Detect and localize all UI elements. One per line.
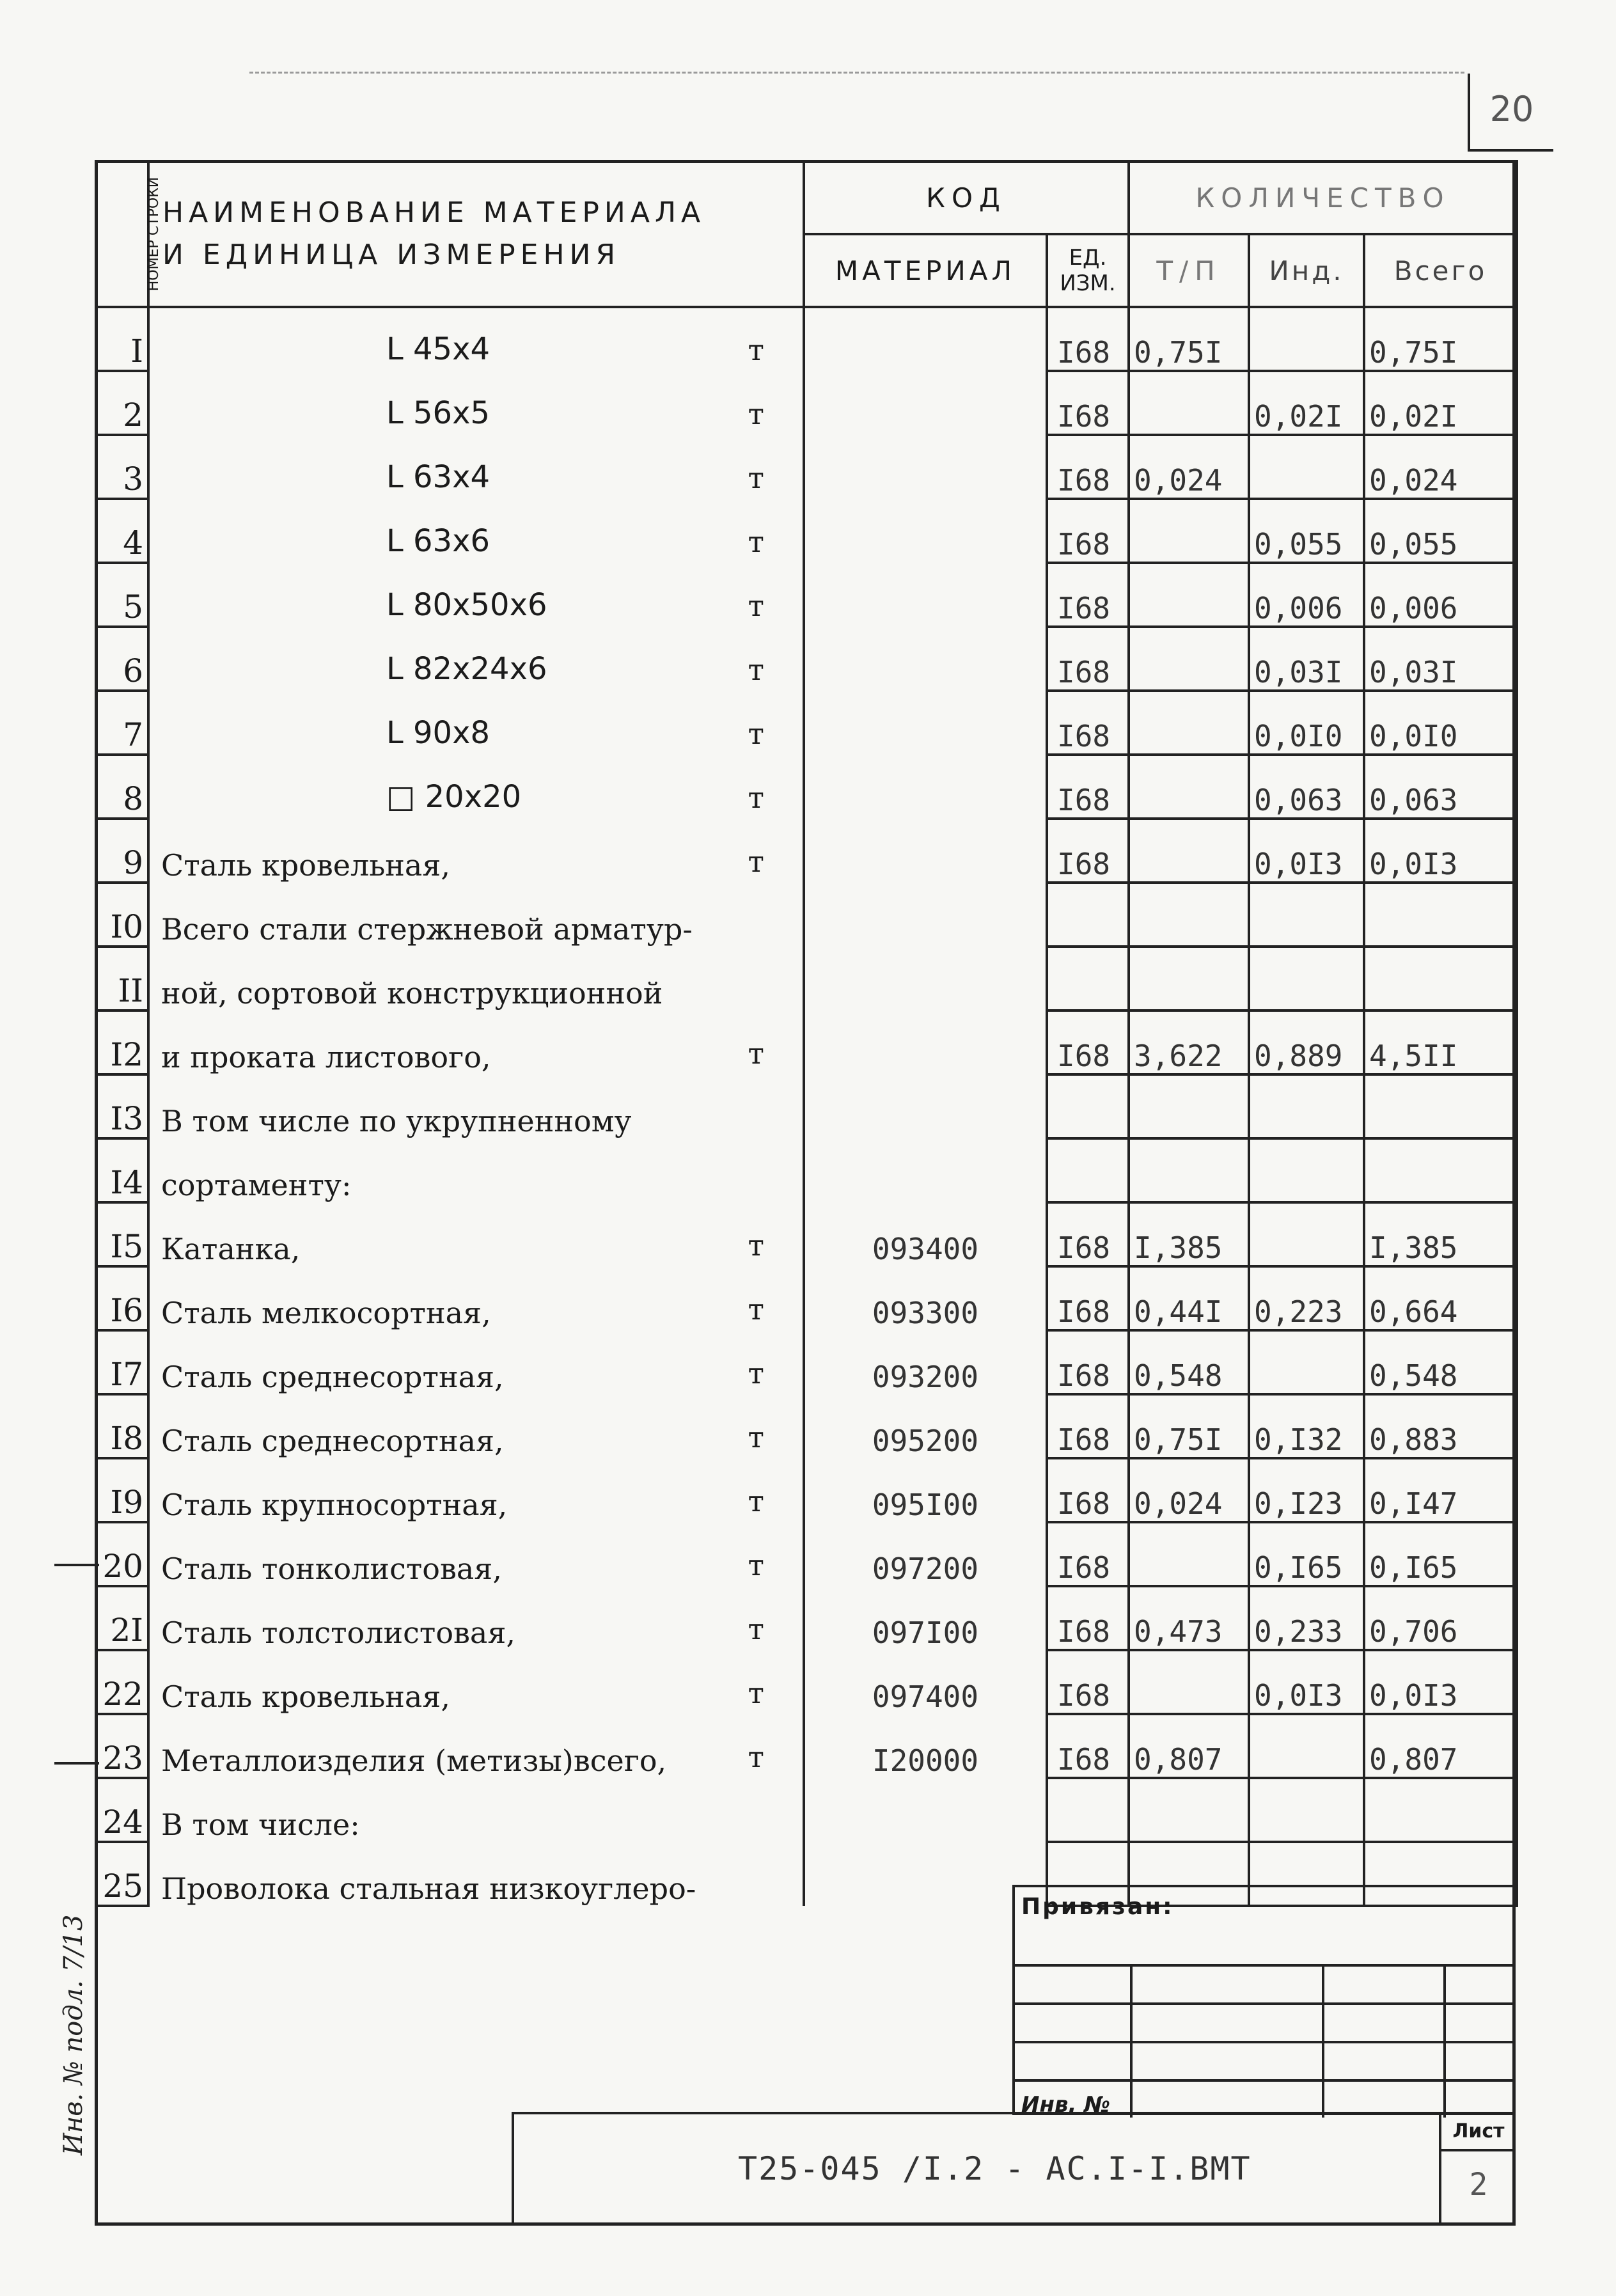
unit-text: т — [748, 524, 764, 559]
qty-individual: 0,I32 — [1249, 1394, 1364, 1458]
qty-typical: 0,024 — [1129, 435, 1249, 499]
material-name — [148, 755, 804, 819]
name-text: Сталь толстолистовая, — [161, 1616, 515, 1650]
name-text: Проволока стальная низкоуглеро- — [161, 1871, 696, 1906]
qty-typical — [1129, 1650, 1249, 1714]
name-text: ной, сортовой конструкционной — [161, 976, 663, 1010]
material-name — [148, 499, 804, 563]
material-code: 093300 — [804, 1266, 1047, 1330]
material-code — [804, 755, 1047, 819]
qty-typical — [1129, 819, 1249, 883]
inventory-label: Инв. № — [1021, 2092, 1111, 2118]
row-number: I0 — [96, 883, 148, 947]
profile-label: L 80x50x6 — [386, 587, 547, 623]
qty-individual: 0,006 — [1249, 563, 1364, 627]
material-name — [148, 435, 804, 499]
row-number: 7 — [96, 691, 148, 755]
qty-total — [1364, 883, 1517, 947]
row-number: 25 — [96, 1842, 148, 1906]
code-header: КОД — [804, 161, 1129, 234]
material-name — [148, 1842, 804, 1906]
qty-total — [1364, 947, 1517, 1010]
qty-total: I,385 — [1364, 1202, 1517, 1266]
table-row — [96, 755, 1517, 819]
row-number: 2 — [96, 371, 148, 435]
qty-individual: 0,0I0 — [1249, 691, 1364, 755]
stamp-line — [1015, 2041, 1513, 2043]
material-name — [148, 371, 804, 435]
row-number: I2 — [96, 1010, 148, 1074]
unit-text: т — [748, 1036, 764, 1071]
unit-code: I68 — [1047, 1394, 1129, 1458]
qty-typical — [1129, 883, 1249, 947]
margin-tick-1 — [54, 1564, 99, 1566]
row-number: 2I — [96, 1586, 148, 1650]
qty-total: 0,02I — [1364, 371, 1517, 435]
qty-typical: 0,473 — [1129, 1586, 1249, 1650]
qty-individual — [1249, 947, 1364, 1010]
qty-total: 0,75I — [1364, 307, 1517, 371]
material-name — [148, 1074, 804, 1138]
material-name — [148, 1586, 804, 1650]
row-number: 8 — [96, 755, 148, 819]
material-name — [148, 1138, 804, 1202]
stamp-line — [1015, 2002, 1513, 2005]
table-row — [96, 627, 1517, 691]
material-code — [804, 1778, 1047, 1842]
material-code — [804, 1010, 1047, 1074]
unit-code — [1047, 1138, 1129, 1202]
qty-typical: 3,622 — [1129, 1010, 1249, 1074]
qty-typical — [1129, 563, 1249, 627]
unit-text: т — [748, 716, 764, 751]
qty-total: 0,807 — [1364, 1714, 1517, 1778]
unit-code: I68 — [1047, 691, 1129, 755]
row-number: 6 — [96, 627, 148, 691]
qty-total: 0,0I0 — [1364, 691, 1517, 755]
name-text: В том числе: — [161, 1807, 360, 1842]
unit-code: I68 — [1047, 371, 1129, 435]
profile-label: □ 20x20 — [386, 779, 522, 815]
unit-code: I68 — [1047, 1586, 1129, 1650]
qty-total: 0,706 — [1364, 1586, 1517, 1650]
profile-label: L 56x5 — [386, 395, 490, 431]
name-text: сортаменту: — [161, 1168, 352, 1202]
table-row — [96, 1458, 1517, 1522]
unit-code-header: ЕД. ИЗМ. — [1047, 234, 1129, 307]
unit-code — [1047, 1778, 1129, 1842]
unit-text: т — [748, 1676, 764, 1710]
qty-individual: 0,0I3 — [1249, 819, 1364, 883]
stamp-line — [1130, 1964, 1133, 2118]
material-code — [804, 371, 1047, 435]
unit-code: I68 — [1047, 755, 1129, 819]
profile-label: L 82x24x6 — [386, 651, 547, 687]
qty-typical: 0,024 — [1129, 1458, 1249, 1522]
material-code: 095200 — [804, 1394, 1047, 1458]
inventory-side-note: Инв. № подл. 7/13 — [59, 1914, 88, 2155]
row-number: I7 — [96, 1330, 148, 1394]
material-code — [804, 691, 1047, 755]
unit-text: т — [748, 333, 764, 367]
qty-individual — [1249, 1330, 1364, 1394]
table-row — [96, 563, 1517, 627]
name-header: НАИМЕНОВАНИЕ МАТЕРИАЛА И ЕДИНИЦА ИЗМЕРЕНИЯ — [148, 161, 804, 307]
qty-individual — [1249, 1714, 1364, 1778]
qty-individual: 0,03I — [1249, 627, 1364, 691]
bound-label: Привязан: — [1021, 1894, 1174, 1920]
name-text: Катанка, — [161, 1232, 301, 1266]
row-number: 22 — [96, 1650, 148, 1714]
qty-typical — [1129, 1074, 1249, 1138]
unit-text: т — [748, 652, 764, 687]
page-number: 20 — [1468, 74, 1553, 152]
stamp-line — [1322, 1964, 1324, 2118]
row-number: 24 — [96, 1778, 148, 1842]
row-number: 4 — [96, 499, 148, 563]
qty-individual — [1249, 435, 1364, 499]
row-number: I4 — [96, 1138, 148, 1202]
qty-individual — [1249, 1074, 1364, 1138]
row-number: II — [96, 947, 148, 1010]
qty-individual: 0,I23 — [1249, 1458, 1364, 1522]
material-name — [148, 307, 804, 371]
unit-text: т — [748, 1420, 764, 1454]
qty-total: 0,883 — [1364, 1394, 1517, 1458]
table-row — [96, 1202, 1517, 1266]
material-name — [148, 1458, 804, 1522]
material-code: 097200 — [804, 1522, 1047, 1586]
qty-total: 0,I65 — [1364, 1522, 1517, 1586]
header-row-1 — [96, 161, 1517, 234]
name-text: Сталь кровельная, — [161, 848, 450, 883]
qty-typical — [1129, 1522, 1249, 1586]
row-number: 5 — [96, 563, 148, 627]
name-text: Сталь крупносортная, — [161, 1488, 508, 1522]
qty-individual — [1249, 1202, 1364, 1266]
unit-code — [1047, 883, 1129, 947]
material-code — [804, 499, 1047, 563]
table-row — [96, 1714, 1517, 1778]
material-code: 097400 — [804, 1650, 1047, 1714]
qty-total: 0,I47 — [1364, 1458, 1517, 1522]
qty-typical: 0,807 — [1129, 1714, 1249, 1778]
top-dashed-line — [249, 72, 1464, 74]
row-number: I9 — [96, 1458, 148, 1522]
qty-individual — [1249, 1138, 1364, 1202]
table-row — [96, 1650, 1517, 1714]
name-text: и проката листового, — [161, 1040, 491, 1074]
qty-total — [1364, 1138, 1517, 1202]
row-number: 3 — [96, 435, 148, 499]
name-text: Сталь среднесортная, — [161, 1424, 504, 1458]
qty-typical: 0,75I — [1129, 1394, 1249, 1458]
material-code: 093200 — [804, 1330, 1047, 1394]
unit-text: т — [748, 1484, 764, 1518]
material-name — [148, 1778, 804, 1842]
qty-typical — [1129, 1138, 1249, 1202]
materials-table — [95, 160, 1518, 1907]
material-code: 093400 — [804, 1202, 1047, 1266]
table-row — [96, 1522, 1517, 1586]
unit-code: I68 — [1047, 1458, 1129, 1522]
unit-code: I68 — [1047, 1010, 1129, 1074]
unit-text: т — [748, 1228, 764, 1262]
unit-code: I68 — [1047, 1330, 1129, 1394]
table-row — [96, 435, 1517, 499]
qty-total: 0,024 — [1364, 435, 1517, 499]
row-number-header: НОМЕР СТРОКИ — [96, 161, 148, 307]
row-number: I5 — [96, 1202, 148, 1266]
material-name — [148, 1522, 804, 1586]
unit-text: т — [748, 1740, 764, 1774]
unit-text: т — [748, 780, 764, 815]
qty-total: 4,5II — [1364, 1010, 1517, 1074]
unit-code: I68 — [1047, 1202, 1129, 1266]
quantity-header: КОЛИЧЕСТВО — [1129, 161, 1517, 234]
qty-typical — [1129, 371, 1249, 435]
table-row — [96, 947, 1517, 1010]
qty-individual: 0,063 — [1249, 755, 1364, 819]
qty-total: 0,063 — [1364, 755, 1517, 819]
qty-individual: 0,02I — [1249, 371, 1364, 435]
table-row — [96, 1074, 1517, 1138]
material-name — [148, 947, 804, 1010]
qty-typical: 0,75I — [1129, 307, 1249, 371]
qty-total: 0,055 — [1364, 499, 1517, 563]
qty-typical — [1129, 947, 1249, 1010]
qty-individual — [1249, 1778, 1364, 1842]
unit-code: I68 — [1047, 627, 1129, 691]
table-row — [96, 1586, 1517, 1650]
row-number: I — [96, 307, 148, 371]
table-row — [96, 1266, 1517, 1330]
qty-total: 0,0I3 — [1364, 1650, 1517, 1714]
material-code-header: МАТЕРИАЛ — [804, 234, 1047, 307]
typical-header: Т/П — [1129, 234, 1249, 307]
table-row — [96, 1010, 1517, 1074]
qty-individual: 0,233 — [1249, 1586, 1364, 1650]
qty-typical — [1129, 627, 1249, 691]
material-name — [148, 1330, 804, 1394]
material-code — [804, 307, 1047, 371]
table-row — [96, 1778, 1517, 1842]
stamp-line — [1443, 1964, 1446, 2118]
sheet-number: 2 — [1469, 2167, 1488, 2203]
material-code — [804, 1074, 1047, 1138]
qty-individual: 0,889 — [1249, 1010, 1364, 1074]
sheet-box — [1439, 2114, 1516, 2226]
material-code — [804, 435, 1047, 499]
row-number: 23 — [96, 1714, 148, 1778]
binding-stamp — [1012, 1885, 1516, 2118]
qty-total: 0,006 — [1364, 563, 1517, 627]
qty-total: 0,664 — [1364, 1266, 1517, 1330]
unit-code: I68 — [1047, 499, 1129, 563]
table-row — [96, 883, 1517, 947]
material-name — [148, 819, 804, 883]
qty-individual: 0,I65 — [1249, 1522, 1364, 1586]
unit-text: т — [748, 844, 764, 879]
material-name — [148, 1394, 804, 1458]
name-text: Сталь кровельная, — [161, 1679, 450, 1714]
unit-code — [1047, 947, 1129, 1010]
unit-code: I68 — [1047, 435, 1129, 499]
material-code: 095I00 — [804, 1458, 1047, 1522]
qty-typical — [1129, 755, 1249, 819]
material-name — [148, 691, 804, 755]
name-text: Сталь среднесортная, — [161, 1360, 504, 1394]
profile-label: L 45x4 — [386, 331, 490, 367]
material-code — [804, 627, 1047, 691]
table-row — [96, 371, 1517, 435]
name-text: Всего стали стержневой арматур- — [161, 912, 693, 947]
qty-total — [1364, 1778, 1517, 1842]
table-row — [96, 499, 1517, 563]
material-code — [804, 563, 1047, 627]
material-code — [804, 819, 1047, 883]
table-row — [96, 1138, 1517, 1202]
material-code: I20000 — [804, 1714, 1047, 1778]
profile-label: L 90x8 — [386, 715, 490, 751]
row-number: I8 — [96, 1394, 148, 1458]
table-body — [96, 307, 1517, 1906]
table-row — [96, 1394, 1517, 1458]
unit-code: I68 — [1047, 1266, 1129, 1330]
material-code: 097I00 — [804, 1586, 1047, 1650]
sheet-label: Лист — [1441, 2114, 1516, 2151]
qty-typical: I,385 — [1129, 1202, 1249, 1266]
qty-total: 0,0I3 — [1364, 819, 1517, 883]
unit-code: I68 — [1047, 1522, 1129, 1586]
qty-typical: 0,548 — [1129, 1330, 1249, 1394]
document-code: Т25-045 /I.2 - АС.I-I.ВМТ — [738, 2150, 1251, 2187]
material-name — [148, 627, 804, 691]
material-name — [148, 1266, 804, 1330]
qty-total — [1364, 1074, 1517, 1138]
total-header: Всего — [1364, 234, 1517, 307]
name-text: Сталь тонколистовая, — [161, 1552, 502, 1586]
profile-label: L 63x4 — [386, 459, 490, 495]
qty-individual — [1249, 883, 1364, 947]
qty-individual — [1249, 307, 1364, 371]
row-number: 20 — [96, 1522, 148, 1586]
table-row — [96, 307, 1517, 371]
qty-typical — [1129, 1778, 1249, 1842]
material-name — [148, 1650, 804, 1714]
stamp-line — [1015, 2079, 1513, 2082]
individual-header: Инд. — [1249, 234, 1364, 307]
unit-code: I68 — [1047, 1714, 1129, 1778]
row-number: 9 — [96, 819, 148, 883]
profile-label: L 63x6 — [386, 523, 490, 559]
qty-individual: 0,055 — [1249, 499, 1364, 563]
material-name — [148, 563, 804, 627]
material-name — [148, 1202, 804, 1266]
title-block — [512, 2112, 1516, 2226]
unit-code: I68 — [1047, 819, 1129, 883]
row-number: I6 — [96, 1266, 148, 1330]
unit-text: т — [748, 588, 764, 623]
unit-text: т — [748, 460, 764, 495]
qty-typical — [1129, 691, 1249, 755]
unit-text: т — [748, 1292, 764, 1326]
material-name — [148, 883, 804, 947]
material-name — [148, 1714, 804, 1778]
qty-total: 0,03I — [1364, 627, 1517, 691]
table-row — [96, 691, 1517, 755]
unit-code: I68 — [1047, 1650, 1129, 1714]
unit-text: т — [748, 397, 764, 431]
material-code — [804, 1842, 1047, 1906]
unit-text: т — [748, 1548, 764, 1582]
material-name — [148, 1010, 804, 1074]
material-code — [804, 1138, 1047, 1202]
unit-text: т — [748, 1356, 764, 1390]
unit-code: I68 — [1047, 563, 1129, 627]
qty-typical: 0,44I — [1129, 1266, 1249, 1330]
qty-individual: 0,0I3 — [1249, 1650, 1364, 1714]
material-code — [804, 883, 1047, 947]
table-row — [96, 819, 1517, 883]
table-row — [96, 1330, 1517, 1394]
row-number: I3 — [96, 1074, 148, 1138]
name-text: Металлоизделия (метизы)всего, — [161, 1743, 667, 1778]
name-text: В том числе по укрупненному — [161, 1104, 632, 1138]
qty-total: 0,548 — [1364, 1330, 1517, 1394]
stamp-line — [1015, 1964, 1513, 1967]
margin-tick-2 — [54, 1762, 99, 1765]
unit-text: т — [748, 1612, 764, 1646]
unit-code: I68 — [1047, 307, 1129, 371]
unit-code — [1047, 1074, 1129, 1138]
qty-individual: 0,223 — [1249, 1266, 1364, 1330]
qty-typical — [1129, 499, 1249, 563]
name-text: Сталь мелкосортная, — [161, 1296, 491, 1330]
material-code — [804, 947, 1047, 1010]
